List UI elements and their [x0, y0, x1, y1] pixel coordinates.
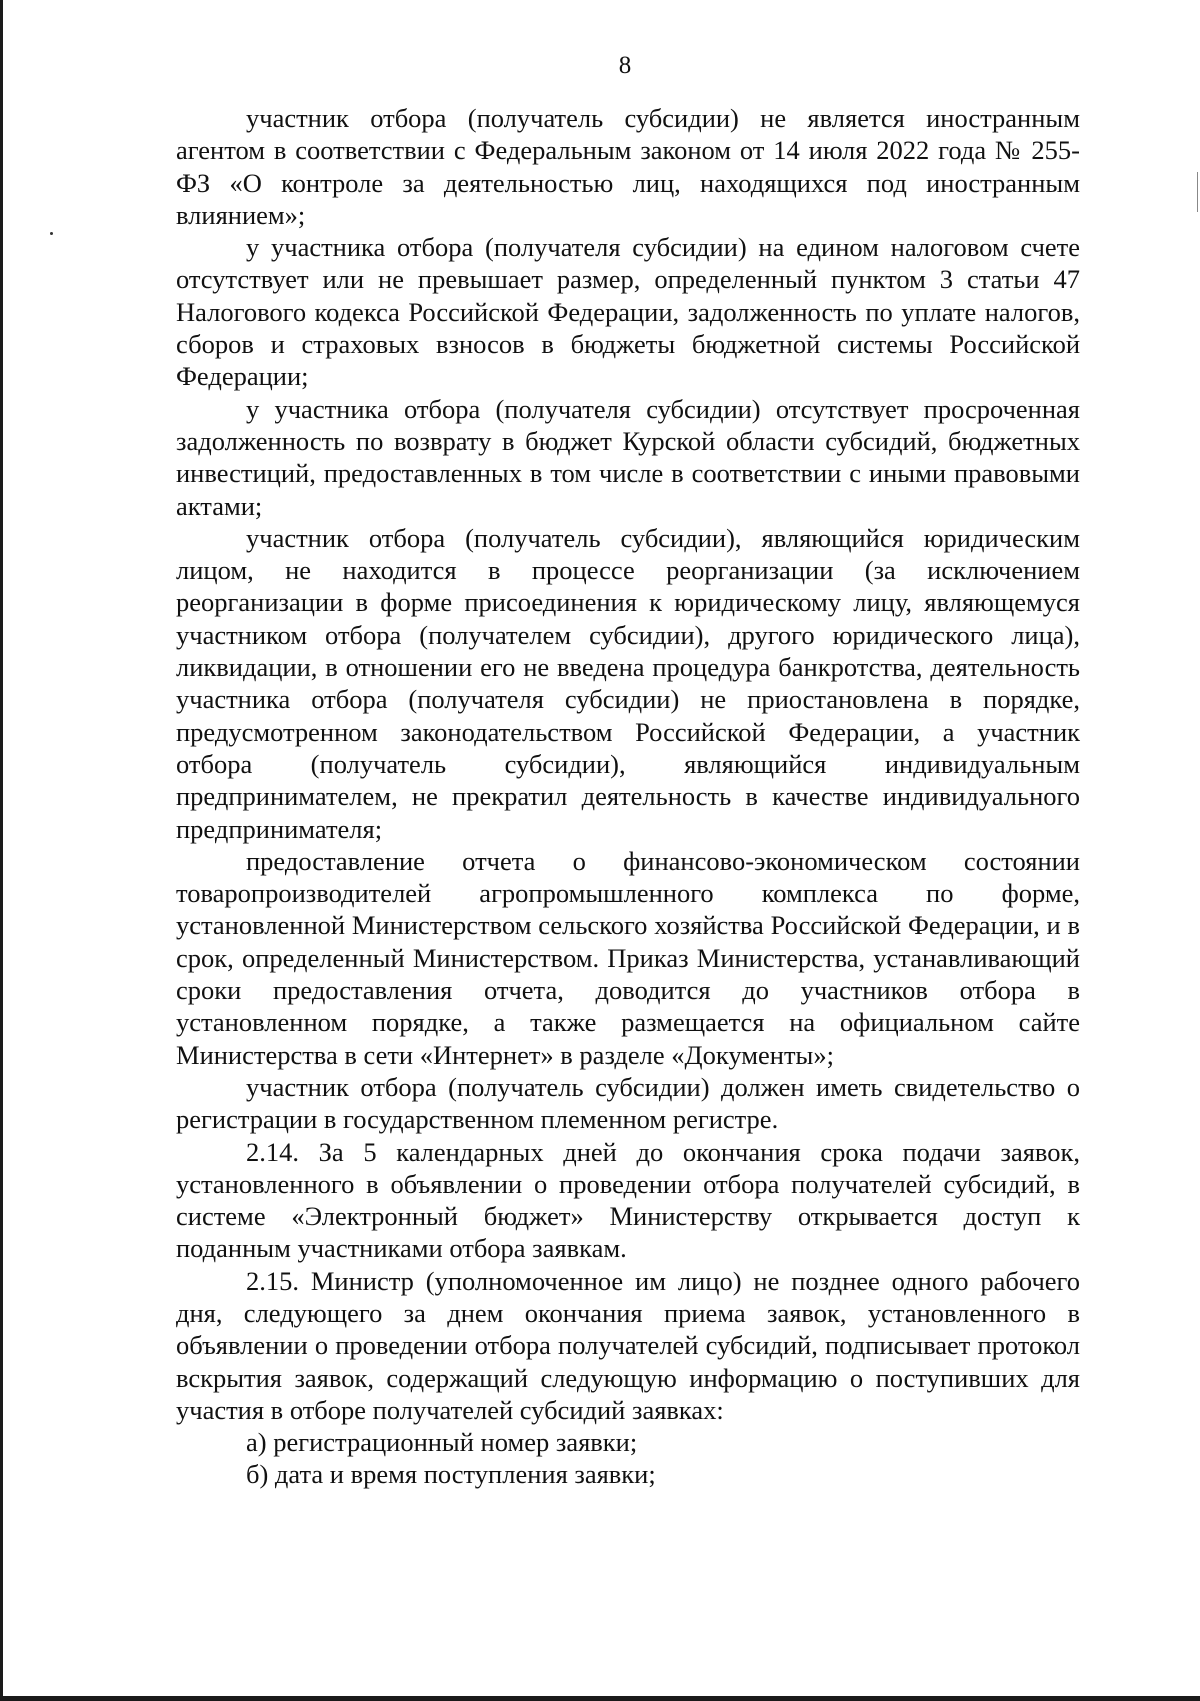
scan-artifact-line	[1197, 172, 1198, 212]
page-number: 8	[618, 52, 632, 79]
scan-edge-left	[0, 0, 3, 1701]
paragraph-tax-debt: у участника отбора (получателя субсидии) на едином налоговом счете отсутствует или не превышает размер, определенный пунктом 3 статьи 47 Налогового кодекса Российской Федерации, задолженность по уплате налогов, сборов и страховых взносов в бюджеты бюджетной системы Российской Федерации;	[176, 232, 1080, 392]
scan-edge-bottom	[0, 1696, 1200, 1701]
paragraph-financial-report: предоставление отчета о финансово-экономическом состоянии товаропроизводителей агропромышленного комплекса по форме, установленной Министерством сельского хозяйства Российской Федерации, и в срок, определенный Министерством. Приказ Министерства, устанавливающий сроки предоставления отчета, доводится до участников отбора в установленном порядке, а также размещается на официальном сайте Министерства в сети «Интернет» в разделе «Документы»;	[176, 845, 1080, 1070]
list-item-b: б) дата и время поступления заявки;	[246, 1459, 656, 1490]
paragraph-clause-2-15: 2.15. Министр (уполномоченное им лицо) не позднее одного рабочего дня, следующего за днем окончания приема заявок, установленного в объявлении о проведении отбора получателей субсидий, подписывает протокол вскрытия заявок, содержащий следующую информацию о поступивших для участия в отборе получателей субсидий заявках:	[176, 1265, 1080, 1425]
paragraph-reorganization: участник отбора (получатель субсидии), являющийся юридическим лицом, не находится в процессе реорганизации (за исключением реорганизации в форме присоединения к юридическому лицу, являющемуся участником отбора (получателем субсидии), другого юридического лица), ликвидации, в отношении его не введена процедура банкротства, деятельность участника отбора (получателя субсидии) не приостановлена в порядке, предусмотренном законодательством Российской Федерации, а участник отбора (получатель субсидии), являющийся индивидуальным предпринимателем, не прекратил деятельность в качестве индивидуального предпринимателя;	[176, 522, 1080, 844]
paragraph-breeding-register: участник отбора (получатель субсидии) должен иметь свидетельство о регистрации в государственном племенном регистре.	[176, 1071, 1080, 1135]
list-item-a: а) регистрационный номер заявки;	[246, 1427, 638, 1458]
document-body	[176, 102, 1080, 1491]
paragraph-clause-2-14: 2.14. За 5 календарных дней до окончания срока подачи заявок, установленного в объявлении о проведении отбора получателей субсидий, в системе «Электронный бюджет» Министерству открывается доступ к поданным участниками отбора заявкам.	[176, 1136, 1080, 1264]
scan-artifact-dot	[50, 232, 53, 235]
paragraph-foreign-agent: участник отбора (получатель субсидии) не является иностранным агентом в соответствии с Федеральным законом от 14 июля 2022 года № 255-ФЗ «О контроле за деятельностью лиц, находящихся под иностранным влиянием»;	[176, 103, 1080, 230]
paragraph-overdue-debt: у участника отбора (получателя субсидии) отсутствует просроченная задолженность по возврату в бюджет Курской области субсидий, бюджетных инвестиций, предоставленных в том числе в соответствии с иными правовыми актами;	[176, 393, 1080, 521]
